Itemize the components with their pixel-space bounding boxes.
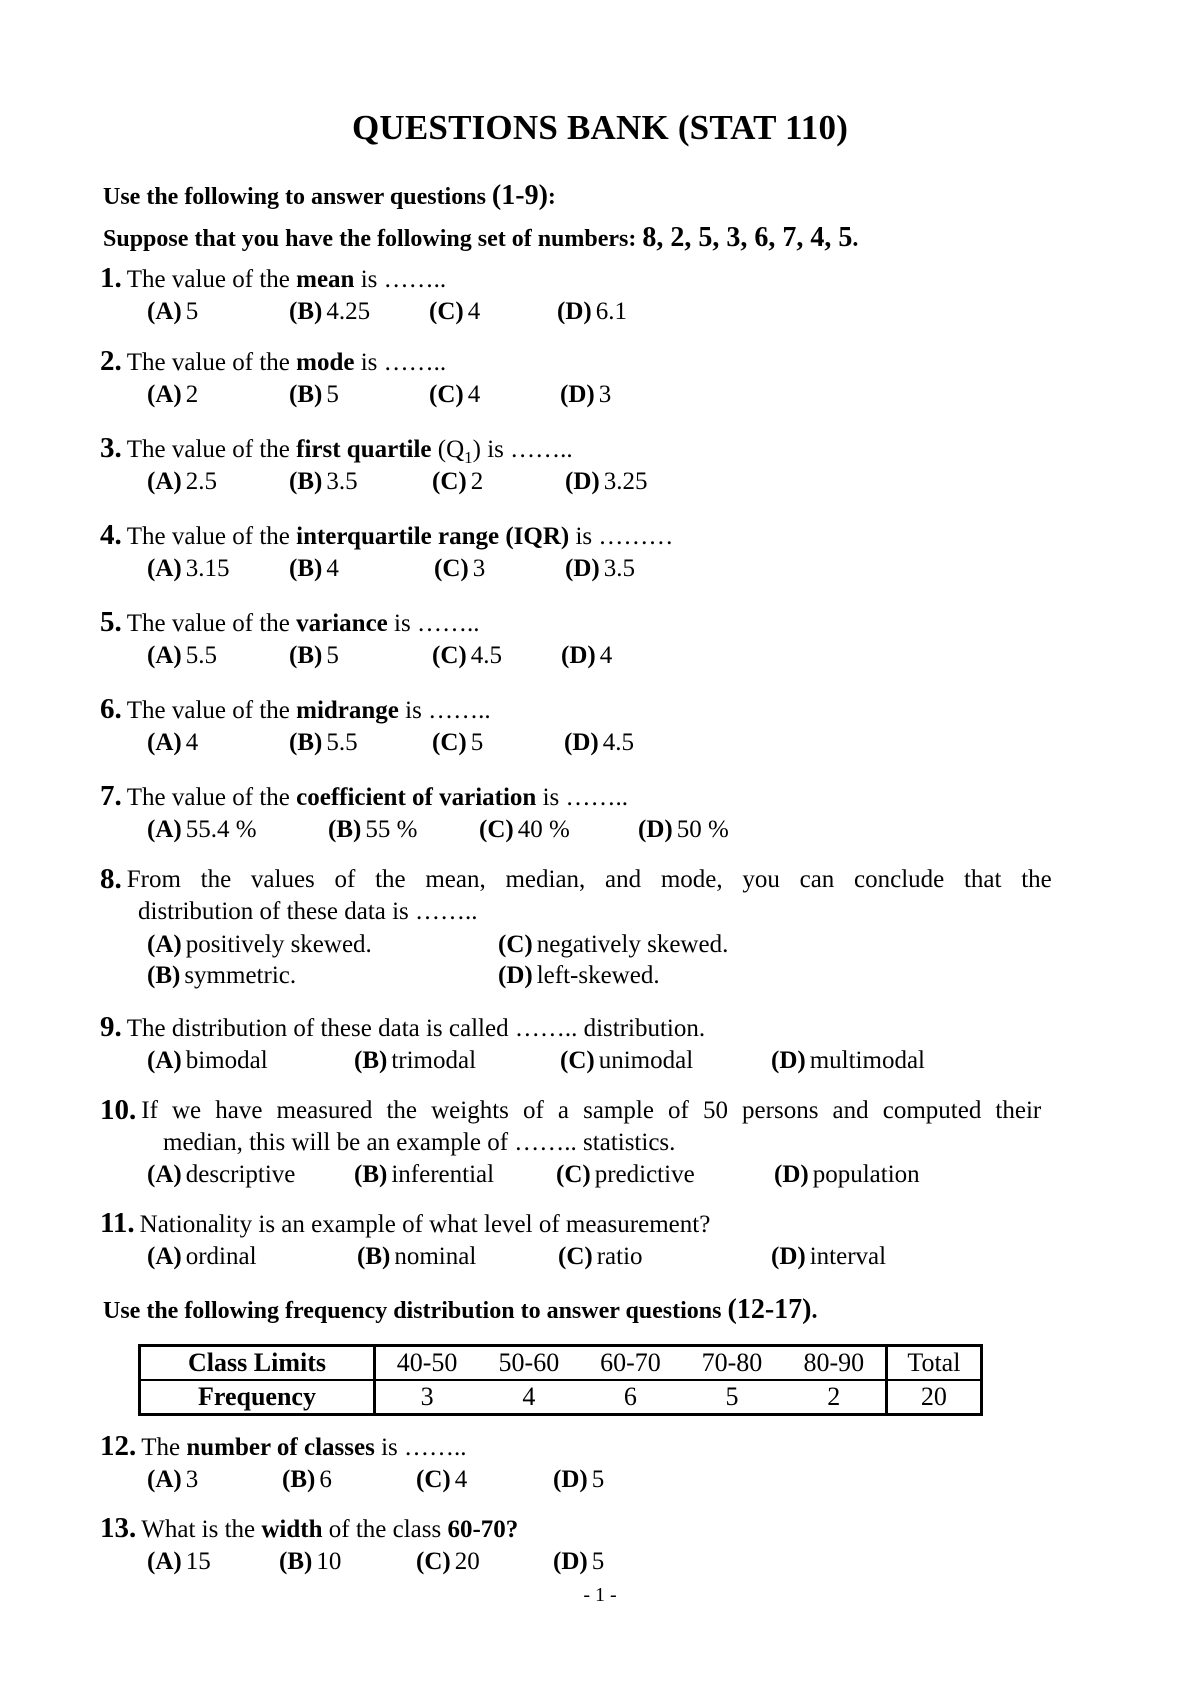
option-b[interactable]: (B) trimodal <box>354 1047 477 1074</box>
frequency-row <box>140 1380 982 1415</box>
option-d[interactable]: (D) 6.1 <box>557 298 627 325</box>
option-a[interactable]: (A) 3 <box>147 1466 199 1493</box>
option-c[interactable]: (C) 40 % <box>479 816 570 843</box>
option-d[interactable]: (D) multimodal <box>771 1047 925 1074</box>
option-d[interactable]: (D) 3.5 <box>565 555 635 582</box>
question-12: 12. The number of classes is …….. <box>100 1430 467 1462</box>
option-b[interactable]: (B) 4.25 <box>289 298 371 325</box>
option-c[interactable]: (C) 4 <box>429 298 481 325</box>
option-d[interactable]: (D) left-skewed. <box>498 962 660 989</box>
option-a[interactable]: (A) bimodal <box>147 1047 268 1074</box>
option-c[interactable]: (C) ratio <box>558 1243 643 1270</box>
option-c[interactable]: (C) 5 <box>432 729 484 756</box>
class-cell: 60-70 <box>580 1346 682 1381</box>
class-cell: 40-50 <box>375 1346 479 1381</box>
option-d[interactable]: (D) 3 <box>560 381 612 408</box>
question-1: 1. The value of the mean is …….. <box>100 262 447 294</box>
question-5: 5. The value of the variance is …….. <box>100 606 480 638</box>
option-a[interactable]: (A) 15 <box>147 1548 211 1575</box>
option-b[interactable]: (B) 3.5 <box>289 468 358 495</box>
option-c[interactable]: (C) unimodal <box>560 1047 694 1074</box>
option-c[interactable]: (C) 2 <box>432 468 484 495</box>
total-value: 20 <box>886 1380 981 1415</box>
question-10: 10. If we have measured the weights of a sample of 50 persons and computed their median, this will be an example of …….. statistics. <box>100 1094 1042 1156</box>
option-a[interactable]: (A) 2 <box>147 381 199 408</box>
option-c[interactable]: (C) 4 <box>416 1466 468 1493</box>
question-7: 7. The value of the coefficient of variation is …….. <box>100 780 629 812</box>
option-b[interactable]: (B) 5 <box>289 642 339 669</box>
question-11: 11. Nationality is an example of what level of measurement? <box>100 1207 711 1239</box>
class-cell: 70-80 <box>681 1346 783 1381</box>
question-3: 3. The value of the first quartile $(Q_1)$ is …….. <box>100 432 573 467</box>
option-a[interactable]: (A) descriptive <box>147 1161 296 1188</box>
option-d[interactable]: (D) 5 <box>553 1466 605 1493</box>
frequency-cell: 6 <box>580 1380 682 1415</box>
option-b[interactable]: (B) 5.5 <box>289 729 358 756</box>
option-c[interactable]: (C) 20 <box>416 1548 480 1575</box>
frequency-cell: 2 <box>783 1380 887 1415</box>
question-13: 13. What is the width of the class 60-70? <box>100 1512 519 1544</box>
question-4: 4. The value of the interquartile range (IQR) is ……… <box>100 519 674 551</box>
question-2: 2. The value of the mode is …….. <box>100 345 447 377</box>
option-c[interactable]: (C) 4.5 <box>432 642 502 669</box>
option-a[interactable]: (A) 4 <box>147 729 199 756</box>
option-d[interactable]: (D) 4.5 <box>564 729 634 756</box>
option-d[interactable]: (D) 5 <box>553 1548 605 1575</box>
class-cell: 50-60 <box>478 1346 580 1381</box>
option-b[interactable]: (B) 10 <box>279 1548 342 1575</box>
frequency-cell: 5 <box>681 1380 783 1415</box>
class-cell: 80-90 <box>783 1346 887 1381</box>
option-a[interactable]: (A) 2.5 <box>147 468 217 495</box>
option-b[interactable]: (B) 6 <box>282 1466 332 1493</box>
option-d[interactable]: (D) interval <box>771 1243 887 1270</box>
option-c[interactable]: (C) 3 <box>434 555 486 582</box>
option-d[interactable]: (D) 4 <box>561 642 613 669</box>
page-title: QUESTIONS BANK (STAT 110) <box>351 108 849 147</box>
frequency-table <box>138 1344 983 1416</box>
class-limits-header: Class Limits <box>140 1346 375 1381</box>
option-a[interactable]: (A) 3.15 <box>147 555 230 582</box>
option-b[interactable]: (B) 5 <box>289 381 339 408</box>
option-b[interactable]: (B) nominal <box>357 1243 477 1270</box>
option-b[interactable]: (B) symmetric. <box>147 962 297 989</box>
option-c[interactable]: (C) 4 <box>429 381 481 408</box>
option-a[interactable]: (A) 5.5 <box>147 642 217 669</box>
option-d[interactable]: (D) population <box>774 1161 920 1188</box>
option-d[interactable]: (D) 3.25 <box>565 468 648 495</box>
total-header: Total <box>886 1346 981 1381</box>
option-a[interactable]: (A) ordinal <box>147 1243 257 1270</box>
class-limits-row <box>140 1346 982 1381</box>
option-d[interactable]: (D) 50 % <box>638 816 729 843</box>
instruction-questions-1-9: Use the following to answer questions (1-9): <box>103 180 556 211</box>
instruction-questions-12-17: Use the following frequency distribution to answer questions (12-17). <box>103 1294 818 1325</box>
option-c[interactable]: (C) negatively skewed. <box>498 931 729 958</box>
question-9: 9. The distribution of these data is called …….. distribution. <box>100 1011 706 1043</box>
option-b[interactable]: (B) 4 <box>289 555 339 582</box>
option-b[interactable]: (B) inferential <box>354 1161 495 1188</box>
option-a[interactable]: (A) 5 <box>147 298 199 325</box>
option-c[interactable]: (C) predictive <box>556 1161 695 1188</box>
option-a[interactable]: (A) positively skewed. <box>147 931 372 958</box>
option-b[interactable]: (B) 55 % <box>328 816 418 843</box>
frequency-cell: 4 <box>478 1380 580 1415</box>
question-8: 8. From the values of the mean, median, and mode, you can conclude that the distribution of these data is …….. <box>100 863 1052 925</box>
frequency-header: Frequency <box>140 1380 375 1415</box>
instruction-number-set: Suppose that you have the following set of numbers: 8, 2, 5, 3, 6, 7, 4, 5. <box>103 222 859 253</box>
page-number: - 1 - <box>583 1584 617 1606</box>
option-a[interactable]: (A) 55.4 % <box>147 816 257 843</box>
question-6: 6. The value of the midrange is …….. <box>100 693 491 725</box>
frequency-cell: 3 <box>375 1380 479 1415</box>
